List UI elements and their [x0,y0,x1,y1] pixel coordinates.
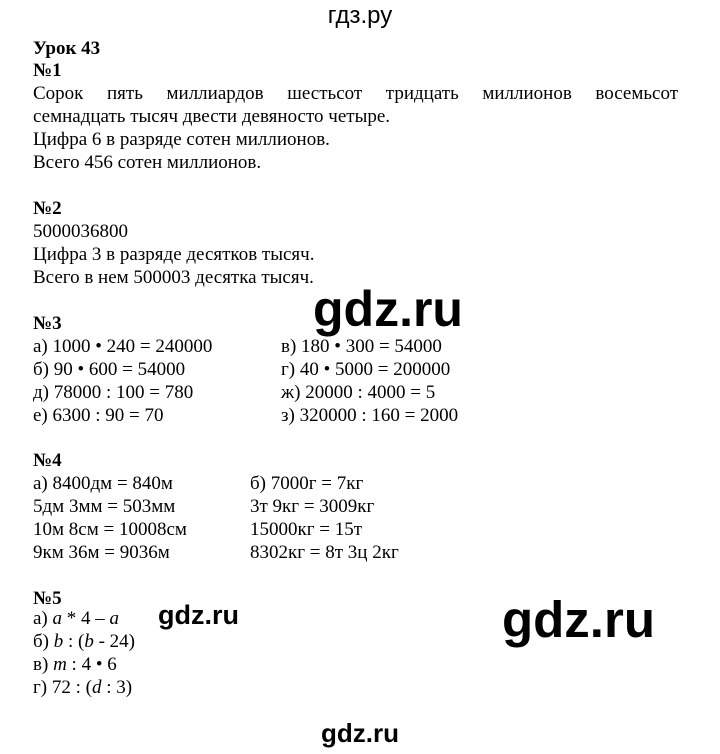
task4-left-item: а) 8400дм = 840м [33,473,173,494]
task3-right-item: з) 320000 : 160 = 2000 [281,405,459,426]
watermark-bottom: gdz.ru [321,718,399,748]
task4-right-item: б) 7000г = 7кг [250,473,364,494]
task1-line3: Цифра 6 в разряде сотен миллионов. [33,129,330,150]
task3-right-item: в) 180 • 300 = 54000 [281,336,442,357]
task2-number: №2 [33,198,62,219]
task4-left-item: 5дм 3мм = 503мм [33,496,176,517]
task5-d-var: d [91,677,102,698]
task5-b-prefix: б) [33,631,54,652]
task3-number: №3 [33,313,62,334]
task5-item-a [33,608,119,630]
lesson-title: Урок 43 [33,38,101,59]
task3-left-item: д) 78000 : 100 = 780 [33,382,194,403]
task1-number: №1 [33,60,62,81]
task2-line3: Всего в нем 500003 десятка тысяч. [33,267,314,288]
task5-a-var1: a [52,608,63,629]
task3-left-item: е) 6300 : 90 = 70 [33,405,164,426]
task2-line2: Цифра 3 в разряде десятков тысяч. [33,244,315,265]
task5-d-prefix: г) 72 : ( [33,677,92,698]
task5-b-mid: : ( [63,631,85,652]
task5-c-prefix: в) [33,654,54,675]
task5-a-var2: a [109,608,120,629]
task4-number: №4 [33,450,62,471]
task3-right-item: г) 40 • 5000 = 200000 [281,359,451,380]
task4-left-item: 9км 36м = 9036м [33,542,170,563]
task3-left-item: б) 90 • 600 = 54000 [33,359,186,380]
task5-item-b [33,631,135,653]
task4-right-item: 8302кг = 8т 3ц 2кг [250,542,399,563]
task5-number: №5 [33,588,62,609]
task5-b-end: - 24) [93,631,136,652]
task3-right-item: ж) 20000 : 4000 = 5 [281,382,436,403]
task5-c-var: m [53,654,67,675]
watermark-large: gdz.ru [502,591,655,648]
task4-right-item: 3т 9кг = 3009кг [250,496,375,517]
task5-b-var1: b [53,631,64,652]
watermark-small: gdz.ru [158,600,239,630]
task5-c-end: : 4 • 6 [66,654,117,675]
header-watermark: гдз.ру [327,2,393,29]
task5-a-prefix: а) [33,608,53,629]
task1-line2: семнадцать тысяч двести девяносто четыре. [33,106,391,127]
task2-line1: 5000036800 [33,221,128,242]
task5-item-c [33,654,117,676]
watermark-mid: gdz.ru [313,281,463,337]
task5-item-d [33,677,132,699]
task5-a-mid: * 4 – [62,608,110,629]
task4-left-item: 10м 8см = 10008см [33,519,187,540]
task4-right-item: 15000кг = 15т [250,519,363,540]
task3-left-item: а) 1000 • 240 = 240000 [33,336,213,357]
task1-line1: Сорок пять миллиардов шестьсот тридцать миллионов восемьсот [33,83,678,104]
task5-d-end: : 3) [101,677,133,698]
task5-b-var2: b [84,631,94,652]
task1-line4: Всего 456 сотен миллионов. [33,152,262,173]
